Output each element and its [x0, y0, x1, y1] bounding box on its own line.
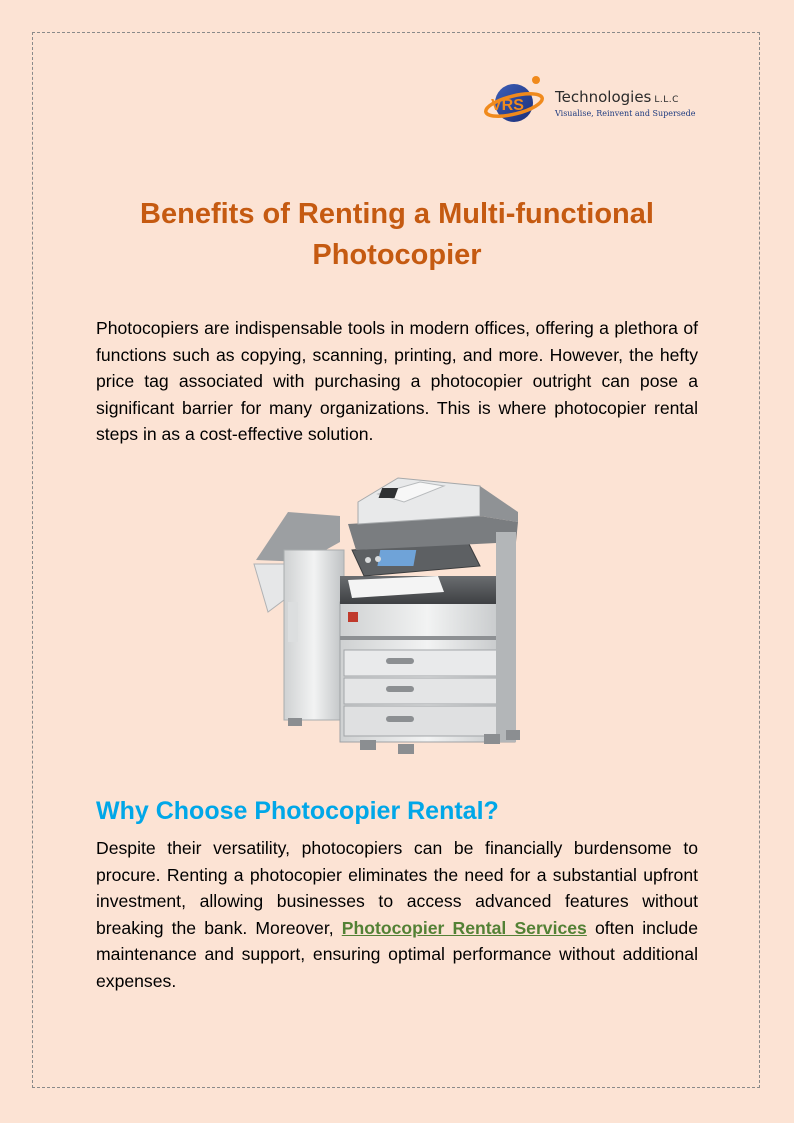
photocopier-rental-services-link[interactable]: Photocopier Rental Services — [341, 917, 587, 938]
section-text-before-link: Despite their versatility, photocopiers can be financially burdensome to procure. Renting a photocopier eliminates the need for a substantial upfront investment, allowing businesses to access advanced features without breaking the bank. Moreover, — [96, 838, 698, 938]
photocopier-image — [248, 472, 528, 767]
page-title: Benefits of Renting a Multi-functional Photocopier — [140, 198, 654, 271]
logo-name: Technologies — [555, 88, 652, 106]
logo-mark: VRS — [491, 97, 524, 114]
section-heading: Why Choose Photocopier Rental? — [96, 797, 499, 825]
vrs-globe-icon — [484, 72, 556, 130]
section-paragraph — [96, 835, 698, 994]
intro-paragraph: Photocopiers are indispensable tools in modern offices, offering a plethora of functions such as copying, scanning, printing, and more. However, the hefty price tag associated with purchasing a photocopier outright can pose a significant barrier for many organizations. This is where photocopier rental steps in as a cost-effective solution. — [96, 318, 698, 444]
logo-suffix: L.L.C — [654, 95, 679, 105]
logo-tagline: Visualise, Reinvent and Supersede — [555, 109, 696, 118]
section-text-after-link: often include maintenance and support, ensuring optimal performance without additional expenses. — [96, 917, 699, 991]
company-logo[interactable] — [484, 72, 704, 130]
